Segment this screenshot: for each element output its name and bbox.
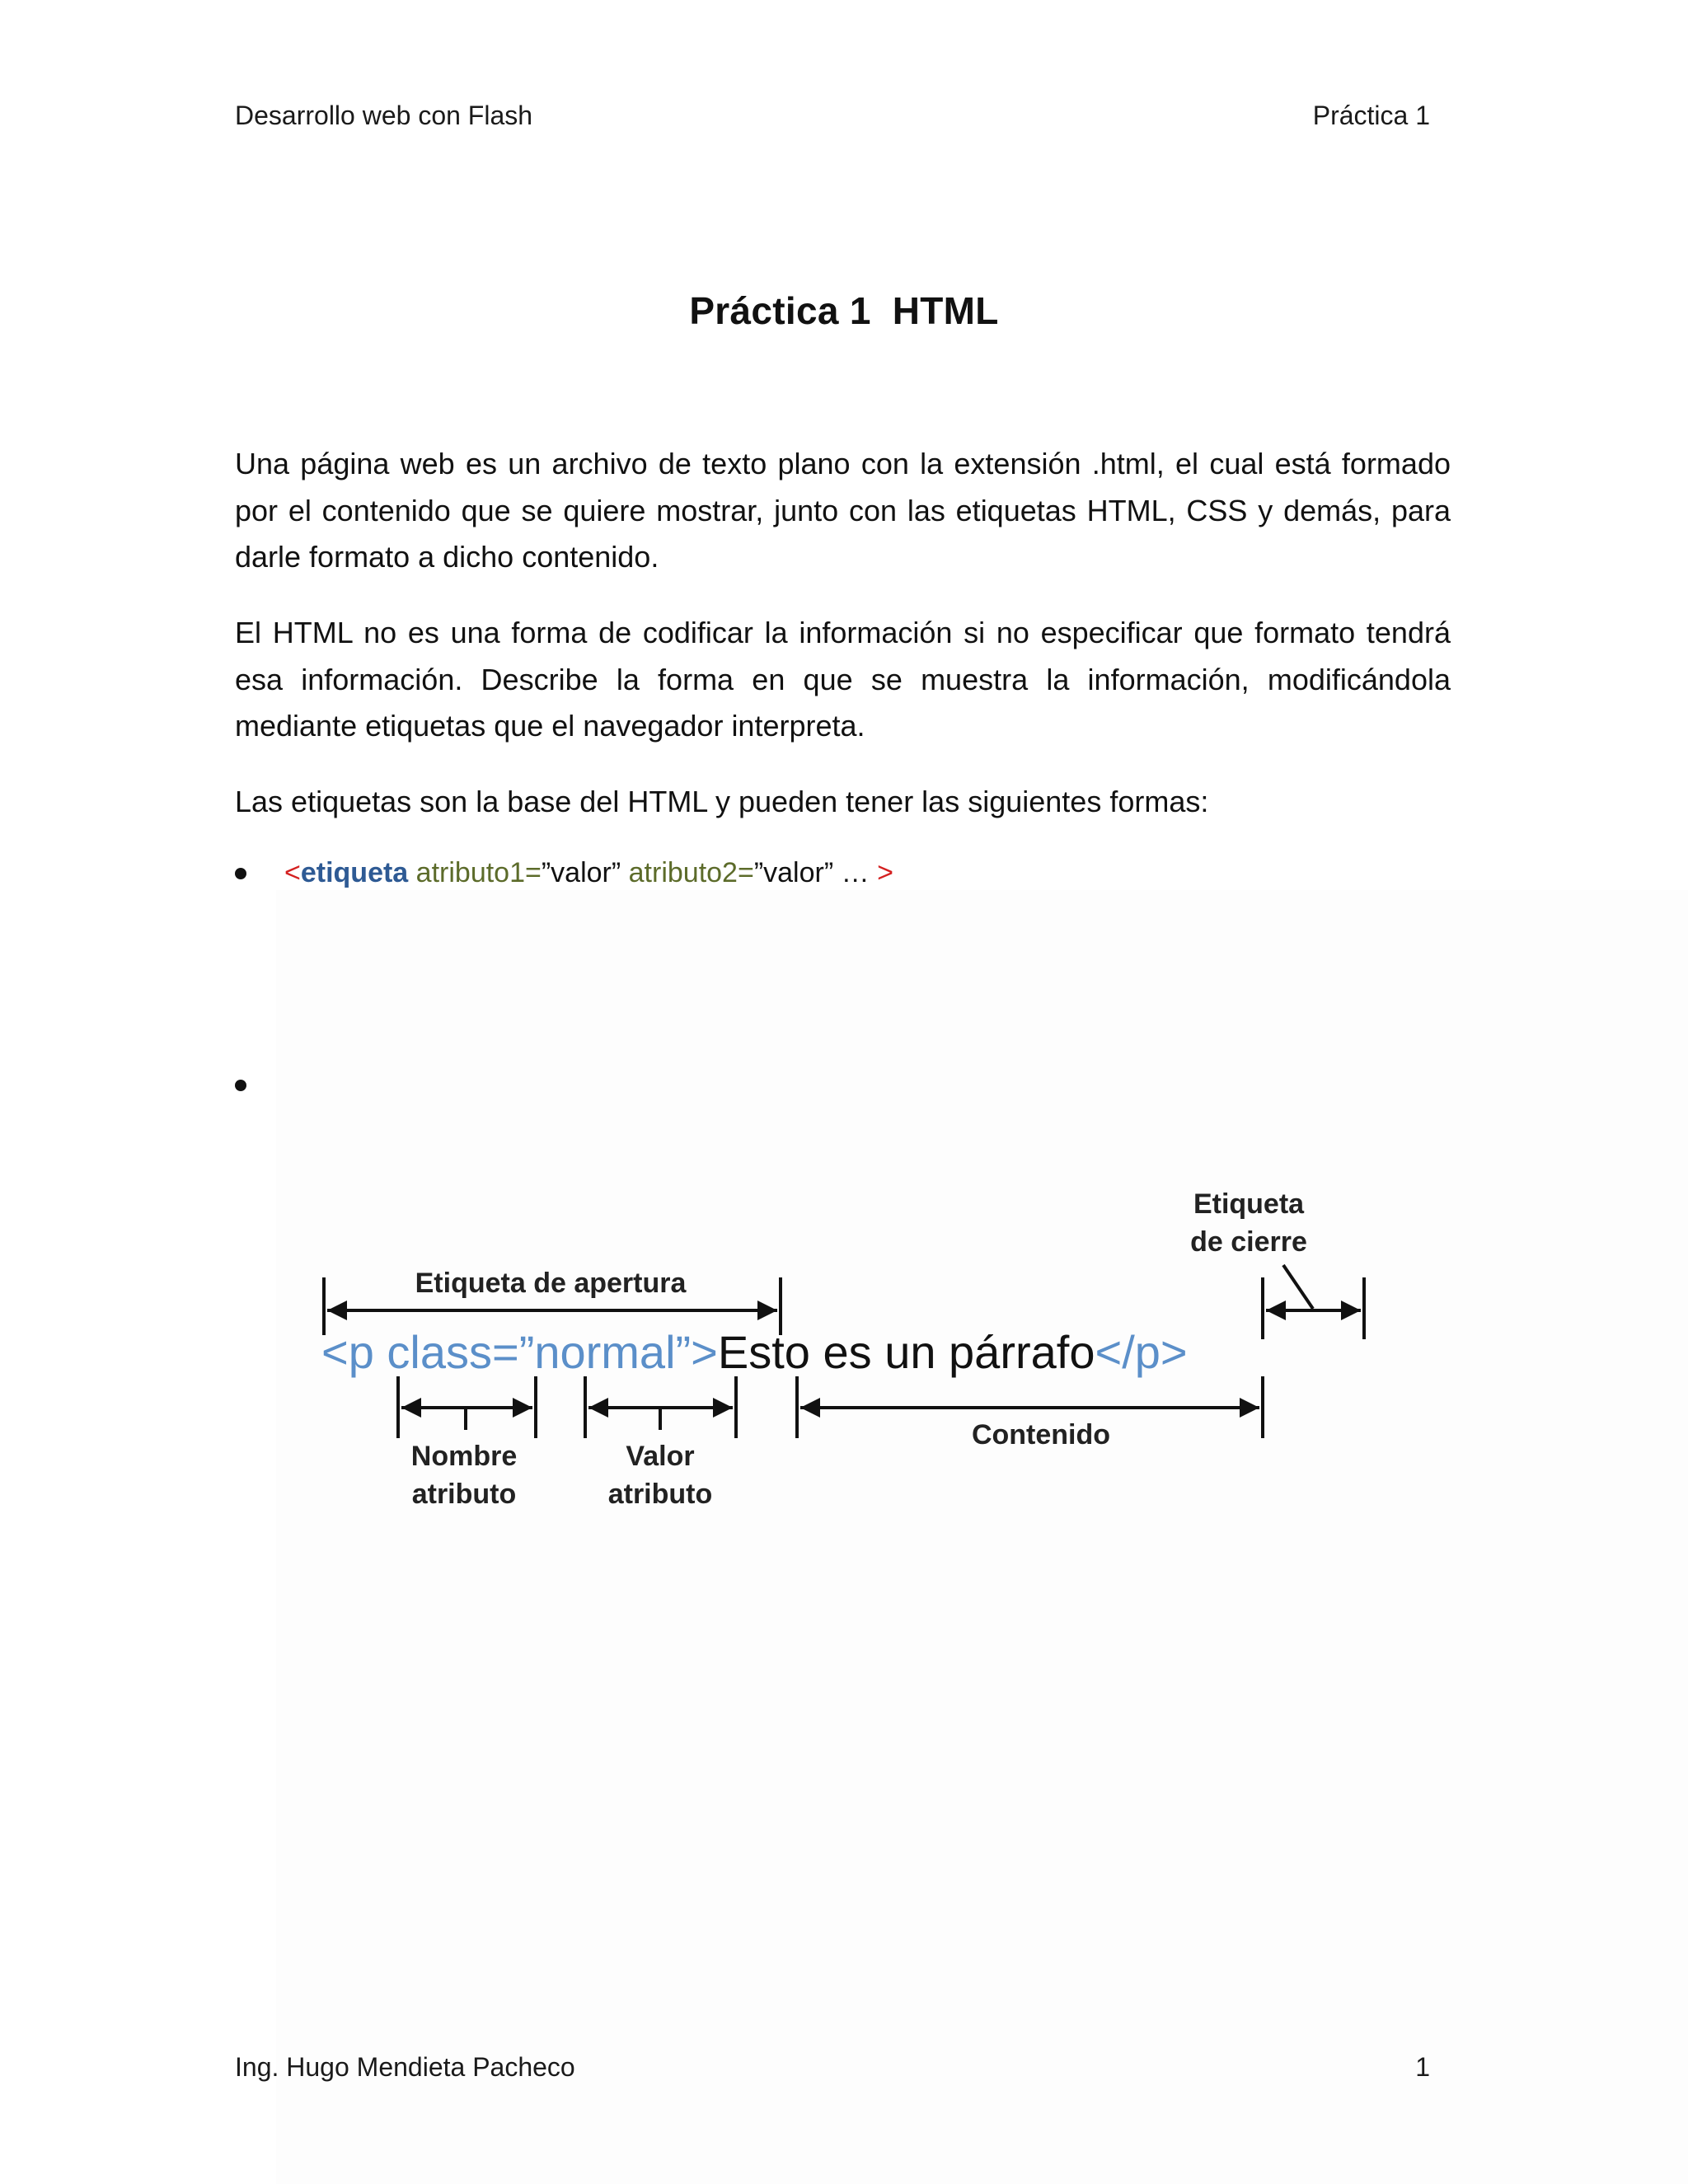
tag-anatomy-diagram xyxy=(276,890,1688,2184)
value-2: ”valor” xyxy=(753,857,834,888)
label-attr-name-line2: atributo xyxy=(411,1479,517,1510)
title-part-2: HTML xyxy=(892,289,999,332)
attribute-1: atributo1= xyxy=(415,857,542,888)
bullet-icon xyxy=(235,868,246,879)
page-number: 1 xyxy=(1415,2052,1430,2082)
code-content: Esto es un párrafo xyxy=(717,1326,1095,1378)
value-1: ”valor” xyxy=(541,857,621,888)
tag-name: etiqueta xyxy=(300,857,409,888)
label-close-tag-line1: Etiqueta xyxy=(1193,1188,1305,1220)
code-open-tag: <p class=”normal”> xyxy=(321,1326,718,1378)
label-content: Contenido xyxy=(971,1419,1111,1451)
footer-author: Ing. Hugo Mendieta Pacheco xyxy=(235,2052,575,2082)
label-open-tag: Etiqueta de apertura xyxy=(415,1268,687,1299)
label-attr-name-line1: Nombre xyxy=(410,1441,518,1472)
open-gt: > xyxy=(877,857,893,888)
open-lt: < xyxy=(284,857,301,888)
paragraph-3: Las etiquetas son la base del HTML y pueden tener las siguientes formas: xyxy=(235,785,1209,818)
header-left: Desarrollo web con Flash xyxy=(235,101,533,130)
bullet-icon xyxy=(235,1080,246,1091)
header-right: Práctica 1 xyxy=(1312,101,1430,130)
title-part-1: Práctica 1 xyxy=(689,289,871,332)
paragraph-2: El HTML no es una forma de codificar la información si no especificar que formato tendrá esa información. Describe la forma en que se muestra la información, modificándola mediante etiquetas que el navegador interpreta. xyxy=(235,616,1451,743)
diagram-code-line xyxy=(321,1326,1188,1378)
label-close-tag-line2: de cierre xyxy=(1190,1226,1307,1258)
paragraph-1: Una página web es un archivo de texto plano con la extensión .html, el cual está formado por el contenido que se quiere mostrar, junto con las etiquetas HTML, CSS y demás, para darle formato a dicho contenido. xyxy=(235,447,1451,574)
ellipsis: … xyxy=(841,857,870,888)
open-tag-syntax xyxy=(284,855,893,891)
label-attr-value-line1: Valor xyxy=(626,1441,695,1472)
attribute-2: atributo2= xyxy=(628,857,754,888)
diagram-background xyxy=(276,890,1688,2184)
label-attr-value-line2: atributo xyxy=(607,1479,713,1510)
code-close-tag: </p> xyxy=(1095,1326,1188,1378)
page-title xyxy=(0,288,1688,333)
